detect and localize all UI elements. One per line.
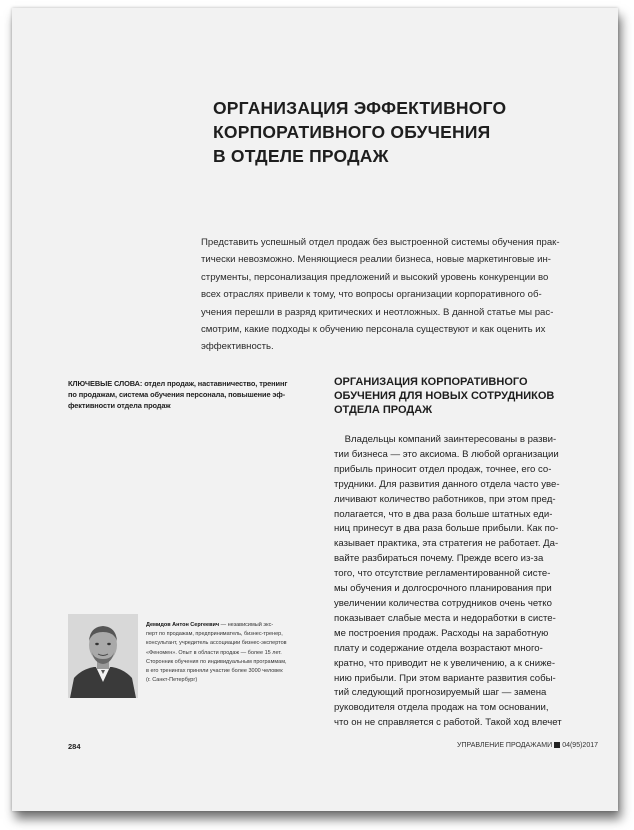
lead-line: всех отраслях привели к тому, что вопросы организации корпоративного об-	[201, 289, 542, 301]
body-line: тий следующий прогнозируемый шаг — замена	[334, 687, 547, 699]
keywords-line: КЛЮЧЕВЫЕ СЛОВА: отдел продаж, наставничество, тренинг	[68, 379, 288, 388]
body-line: нию прибыли. При этом варианте развития собы-	[334, 672, 556, 684]
title-line-2: КОРПОРАТИВНОГО ОБУЧЕНИЯ	[213, 122, 491, 142]
section-heading-line: ОТДЕЛА ПРОДАЖ	[334, 404, 433, 416]
body-line: тии бизнеса — это аксиома. В любой организации	[334, 448, 559, 460]
author-bio-line: перт по продажам, предприниматель, бизнес-тренер,	[146, 631, 283, 638]
author-bio-line: в его тренингах приняли участие более 3000 человек	[146, 668, 283, 675]
author-bio-line: консультант, учредитель ассоциации бизнес-экспертов	[146, 640, 287, 647]
body-line: плату и содержание отдела возрастают много-	[334, 642, 543, 654]
section-heading-line: ОБУЧЕНИЯ ДЛЯ НОВЫХ СОТРУДНИКОВ	[334, 390, 555, 402]
author-bio	[146, 621, 326, 685]
lead-paragraph	[201, 234, 586, 356]
issue-number: 04(95)2017	[562, 742, 598, 749]
body-line: Владельцы компаний заинтересованы в разви-	[334, 434, 557, 445]
author-bio-line: «Феномен». Опыт в области продаж — более 15 лет.	[146, 649, 282, 656]
article-title	[213, 96, 513, 168]
author-bio-line: Сторонник обучения по индивидуальным программам,	[146, 658, 287, 665]
title-line-3: В ОТДЕЛЕ ПРОДАЖ	[213, 146, 389, 166]
body-line: трудники. Для развития данного отдела часто уве-	[334, 478, 560, 490]
body-line: кратно, что приводит не к увеличению, а к сниже-	[334, 657, 556, 669]
body-line: увеличении количества сотрудников очень четко	[334, 597, 552, 609]
body-line: мы обучения и долгосрочного планирования при	[334, 583, 552, 595]
body-column	[334, 433, 586, 731]
keywords-block	[68, 379, 290, 411]
keywords-line: по продажам, система обучения персонала, повышение эф-	[68, 389, 286, 399]
body-line: личивают количество работников, при этом пред-	[334, 493, 556, 505]
body-line: руководителя отдела продаж на том основании,	[334, 702, 549, 714]
body-line: показывает слабые места и недоработки в систе-	[334, 612, 556, 624]
body-line: вайте разбираться почему. Прежде всего из-за	[334, 553, 544, 565]
body-line: прибыль приносит отдел продаж, точнее, его со-	[334, 463, 552, 475]
page-number: 284	[68, 742, 81, 751]
body-line: ниц принесут в два раза больше прибыли. Как по-	[334, 523, 559, 535]
author-photo	[68, 614, 138, 698]
author-bio-line: (г. Санкт-Петербург)	[146, 677, 198, 684]
body-line: того, что отсутствие регламентированной систе-	[334, 568, 551, 580]
body-line: ме построения продаж. Расходы на заработную	[334, 627, 549, 639]
body-line: казывает практика, эта стратегия не работает. Да-	[334, 538, 559, 550]
footer-journal	[457, 742, 598, 749]
author-name: Демидов Антон Сергеевич	[146, 622, 220, 628]
journal-name: УПРАВЛЕНИЕ ПРОДАЖАМИ	[457, 742, 553, 749]
section-heading	[334, 375, 584, 417]
lead-line: смотрим, какие подходы к обучению персонала существуют и как оценить их	[201, 324, 546, 336]
section-heading-line: ОРГАНИЗАЦИЯ КОРПОРАТИВНОГО	[334, 376, 528, 388]
keywords-line: фективности отдела продаж	[68, 400, 171, 410]
square-bullet-icon	[554, 742, 560, 748]
body-line: что он не справляется с работой. Такой ход влечет	[334, 717, 562, 729]
body-line: полагается, что в два раза больше штатных еди-	[334, 508, 553, 520]
author-bio-line: — независимый экс-	[219, 622, 274, 628]
lead-line: учения перешли в разряд критических и неотложных. В данной статье мы рас-	[201, 306, 554, 318]
lead-line: Представить успешный отдел продаж без выстроенной системы обучения прак-	[201, 237, 560, 248]
author-portrait-image	[68, 614, 138, 698]
lead-line: струменты, персонализация предложений и высокий уровень конкуренции во	[201, 271, 549, 283]
lead-line: эффективность.	[201, 341, 274, 353]
lead-line: тически невозможно. Меняющиеся реалии бизнеса, новые маркетинговые ин-	[201, 254, 552, 266]
title-line-1: ОРГАНИЗАЦИЯ ЭФФЕКТИВНОГО	[213, 98, 507, 118]
